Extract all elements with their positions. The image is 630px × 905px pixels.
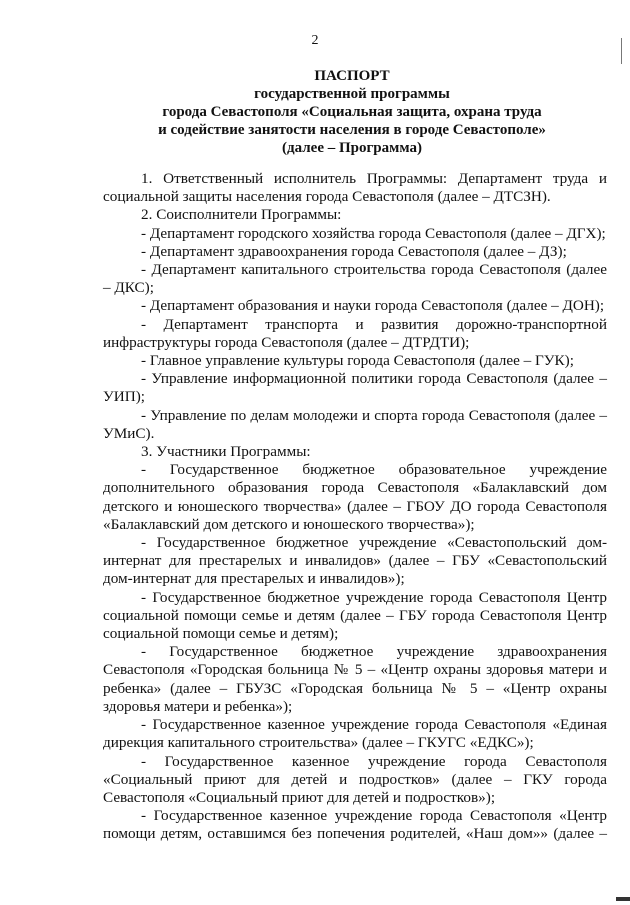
title-line: ПАСПОРТ — [314, 68, 390, 84]
list-item: - Департамент транспорта и развития дорожно-транспортной инфраструктуры города Севастополя (далее – ДТРДТИ); — [103, 315, 607, 351]
list-item: - Главное управление культуры города Севастополя (далее – ГУК); — [141, 352, 574, 370]
title-line: (далее – Программа) — [282, 140, 422, 156]
title-line: и содействие занятости населения в городе Севастополе» — [158, 122, 546, 138]
scan-edge-mark — [616, 897, 630, 901]
list-item: - Государственное бюджетное учреждение города Севастополя Центр социальной помощи семье и детям (далее – ГБУ города Севастополя Центр социальной помощи семье и детям); — [103, 588, 607, 643]
list-item: - Государственное бюджетное учреждение здравоохранения Севастополя «Городская больница № 5 – «Центр охраны здоровья матери и ребенка» (далее – ГБУЗС «Городская больница № 5 – «Центр охраны здоровья матери и ребенка»); — [103, 643, 607, 715]
list-item: - Департамент образования и науки города Севастополя (далее – ДОН); — [141, 297, 605, 315]
document-title — [92, 67, 612, 157]
list-item: - Департамент здравоохранения города Севастополя (далее – ДЗ); — [141, 242, 567, 260]
section-3-heading: 3. Участники Программы: — [141, 443, 311, 461]
section-1-paragraph: 1. Ответственный исполнитель Программы: Департамент труда и социальной защиты населения города Севастополя (далее – ДТСЗН). — [103, 170, 607, 206]
list-item: - Департамент капитального строительства города Севастополя (далее – ДКС); — [103, 261, 607, 297]
list-item: - Управление информационной политики города Севастополя (далее – УИП); — [103, 370, 607, 406]
scan-edge-mark — [621, 38, 630, 64]
document-body — [103, 170, 607, 844]
title-line: города Севастополя «Социальная защита, охрана труда — [162, 104, 542, 120]
page-number: 2 — [311, 33, 319, 48]
list-item: - Государственное казенное учреждение города Севастополя «Социальный приют для детей и подростков» (далее – ГКУ города Севастополя «Социальный приют для детей и подростков»); — [103, 752, 607, 806]
section-2-heading: 2. Соисполнители Программы: — [141, 206, 342, 224]
list-item: - Управление по делам молодежи и спорта города Севастополя (далее – УМиС). — [103, 406, 607, 442]
list-item: - Государственное бюджетное учреждение «Севастопольский дом-интернат для престарелых и инвалидов» (далее – ГБУ «Севастопольский дом-интернат для престарелых и инвалидов»); — [103, 534, 607, 588]
list-item: - Государственное казенное учреждение города Севастополя «Единая дирекция капитального строительства» (далее – ГКУГС «ЕДКС»); — [103, 716, 607, 752]
list-item: - Государственное бюджетное образовательное учреждение дополнительного образования города Севастополя «Балаклавский дом детского и юношеского творчества» (далее – ГБОУ ДО города Севастополя «Балаклавский дом детского и юношеского творчества»); — [103, 461, 607, 533]
list-item: - Департамент городского хозяйства города Севастополя (далее – ДГХ); — [141, 224, 606, 242]
title-line: государственной программы — [254, 86, 450, 102]
list-item: - Государственное казенное учреждение города Севастополя «Центр помощи детям, оставшимся без попечения родителей, «Наш дом»» (далее – — [103, 807, 607, 843]
